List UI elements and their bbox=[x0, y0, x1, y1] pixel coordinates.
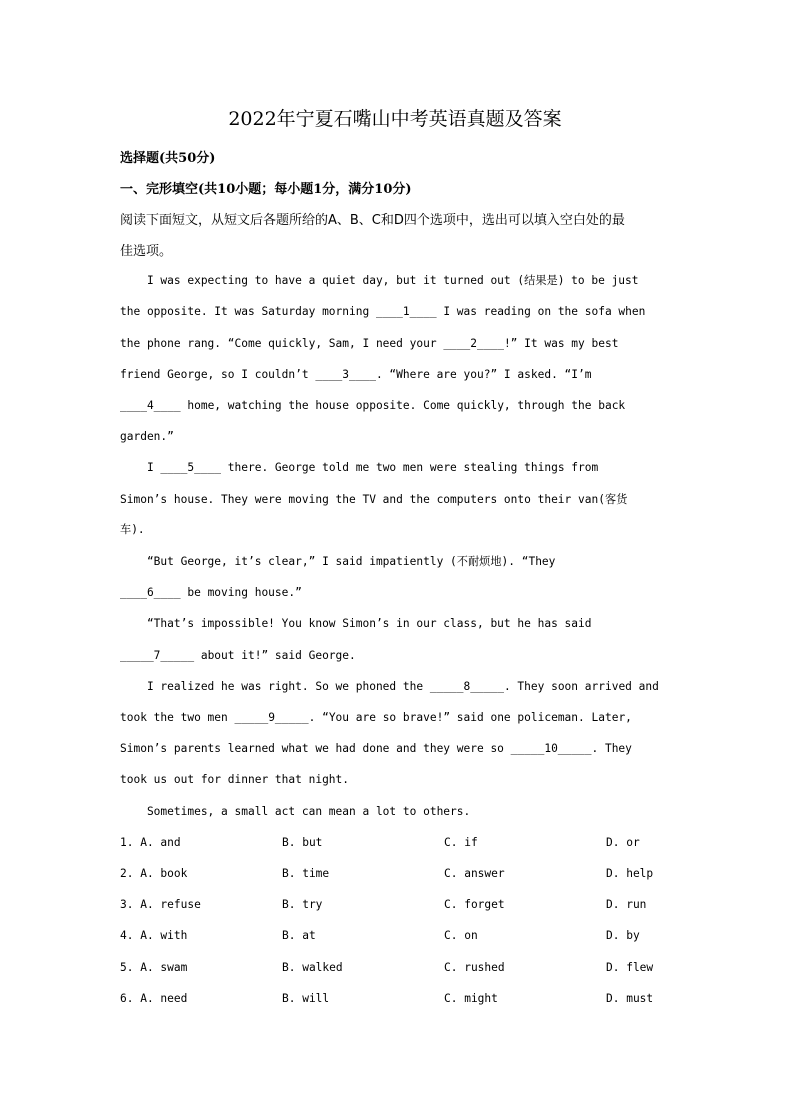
option-c: C. might bbox=[444, 992, 498, 1005]
instruction-line-2: 佳选项。 bbox=[120, 244, 173, 259]
option-c: C. rushed bbox=[444, 961, 505, 974]
blank-6: ____6____ bbox=[120, 586, 181, 599]
passage-text: friend George, so I couldn’t bbox=[120, 368, 316, 381]
option-a: 5. A. swam bbox=[120, 961, 188, 974]
passage-text: . They bbox=[591, 742, 632, 755]
passage-line: I was expecting to have a quiet day, but it turned out (结果是) to be just bbox=[120, 274, 639, 287]
option-b: B. time bbox=[282, 867, 330, 880]
passage-line: took us out for dinner that night. bbox=[120, 773, 350, 786]
passage-line bbox=[120, 399, 625, 412]
part-heading: 一、完形填空(共10小题；每小题1分，满分10分) bbox=[120, 182, 412, 197]
option-d: D. or bbox=[606, 836, 640, 849]
blank-7: _____7_____ bbox=[120, 649, 195, 662]
passage-line: Simon’s house. They were moving the TV and the computers onto their van(客货 bbox=[120, 493, 628, 506]
option-a: 3. A. refuse bbox=[120, 898, 201, 911]
option-a: 1. A. and bbox=[120, 836, 181, 849]
passage-line bbox=[120, 305, 645, 318]
option-d: D. by bbox=[606, 929, 640, 942]
option-b: B. but bbox=[282, 836, 323, 849]
passage-line: “But George, it’s clear,” I said impatiently (不耐烦地). “They bbox=[120, 555, 556, 568]
option-d: D. run bbox=[606, 898, 647, 911]
option-b: B. at bbox=[282, 929, 316, 942]
option-b: B. try bbox=[282, 898, 323, 911]
option-c: C. forget bbox=[444, 898, 505, 911]
passage-line bbox=[120, 680, 659, 693]
blank-10: _____10_____ bbox=[510, 742, 592, 755]
passage-line bbox=[120, 461, 598, 474]
passage-text: I realized he was right. So we phoned the bbox=[120, 680, 430, 693]
instruction-line-1: 阅读下面短文，从短文后各题所给的A、B、C和D四个选项中，选出可以填入空白处的最 bbox=[120, 213, 625, 228]
blank-8: _____8_____ bbox=[429, 680, 504, 693]
blank-9: _____9_____ bbox=[234, 711, 309, 724]
passage-text: . “You are so brave!” said one policeman. Later, bbox=[308, 711, 632, 724]
option-b: B. will bbox=[282, 992, 330, 1005]
option-b: B. walked bbox=[282, 961, 343, 974]
passage-line bbox=[120, 368, 592, 381]
passage-text: be moving house.” bbox=[180, 586, 302, 599]
page-title: 2022年宁夏石嘴山中考英语真题及答案 bbox=[228, 108, 562, 130]
passage-text: the opposite. It was Saturday morning bbox=[120, 305, 376, 318]
blank-3: ____3____ bbox=[315, 368, 376, 381]
option-c: C. if bbox=[444, 836, 478, 849]
blank-4: ____4____ bbox=[120, 399, 181, 412]
option-a: 4. A. with bbox=[120, 929, 188, 942]
option-d: D. must bbox=[606, 992, 654, 1005]
passage-text: home, watching the house opposite. Come quickly, through the back bbox=[180, 399, 626, 412]
passage-line: garden.” bbox=[120, 430, 174, 443]
option-c: C. on bbox=[444, 929, 478, 942]
passage-line bbox=[120, 337, 618, 350]
passage-text: there. George told me two men were stealing things from bbox=[221, 461, 599, 474]
blank-5: ____5____ bbox=[160, 461, 222, 474]
passage-text: I was reading on the sofa when bbox=[436, 305, 646, 318]
passage-text: . “Where are you?” I asked. “I’m bbox=[375, 368, 592, 381]
passage-line bbox=[120, 649, 356, 662]
passage-line bbox=[120, 711, 632, 724]
passage-line bbox=[120, 742, 632, 755]
section-heading: 选择题(共50分) bbox=[120, 151, 216, 166]
passage-text: about it!” said George. bbox=[194, 649, 356, 662]
passage-text: . They soon arrived and bbox=[503, 680, 659, 693]
option-a: 6. A. need bbox=[120, 992, 188, 1005]
option-a: 2. A. book bbox=[120, 867, 188, 880]
passage-line bbox=[120, 586, 302, 599]
passage-text: !” It was my best bbox=[503, 337, 619, 350]
passage-text: I bbox=[120, 461, 161, 474]
option-c: C. answer bbox=[444, 867, 505, 880]
blank-1: ____1____ bbox=[375, 305, 437, 318]
passage-text: took the two men bbox=[120, 711, 235, 724]
passage-line: 车). bbox=[120, 523, 145, 536]
passage-text: the phone rang. “Come quickly, Sam, I need your bbox=[120, 337, 444, 350]
passage-text: Simon’s parents learned what we had done and they were so bbox=[120, 742, 511, 755]
option-d: D. help bbox=[606, 867, 654, 880]
passage-line: “That’s impossible! You know Simon’s in our class, but he has said bbox=[120, 617, 592, 630]
blank-2: ____2____ bbox=[443, 337, 504, 350]
option-d: D. flew bbox=[606, 961, 654, 974]
passage-line: Sometimes, a small act can mean a lot to others. bbox=[120, 805, 471, 818]
